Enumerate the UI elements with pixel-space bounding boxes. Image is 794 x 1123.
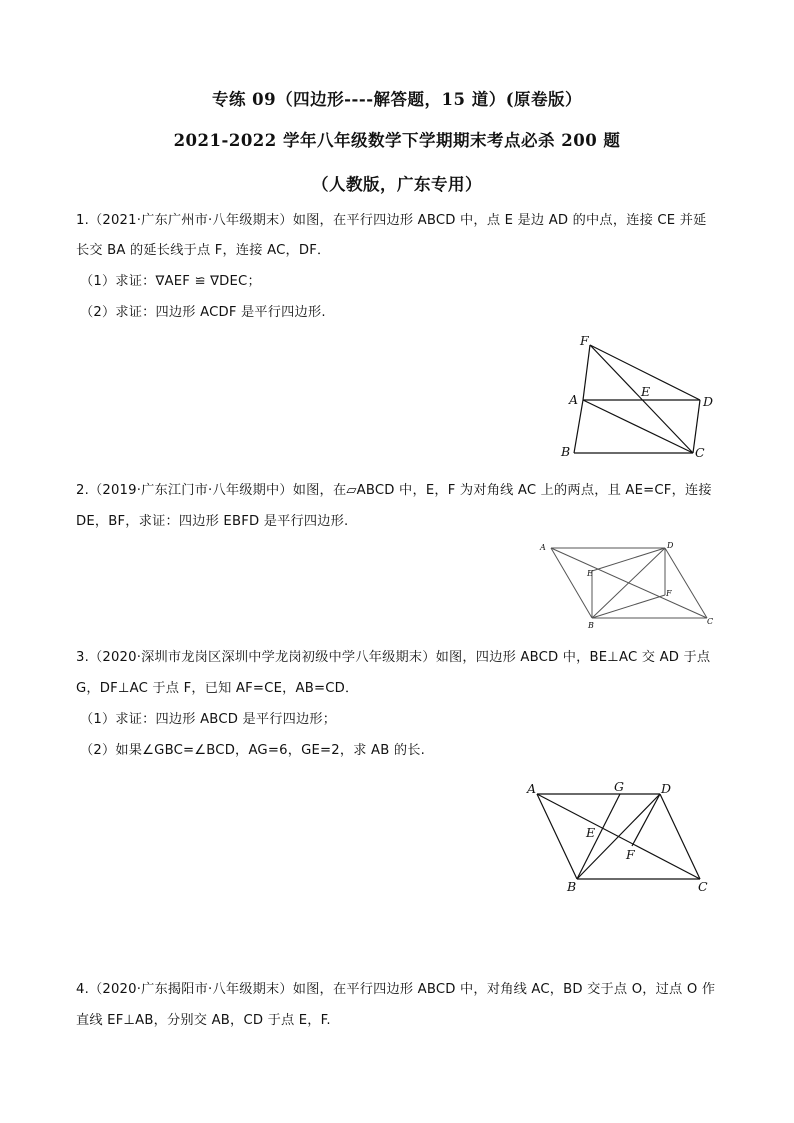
q1-label-A: A [569, 392, 579, 407]
q1-part-1: （1）求证：∇AEF ≌ ∇DEC； [80, 274, 261, 289]
q3-label-D: D [661, 781, 672, 796]
q1-part-2: （2）求证：四边形 ACDF 是平行四边形. [80, 305, 326, 320]
q3-label-E: E [586, 825, 596, 840]
q3-figure [520, 775, 720, 901]
q3-label-A: A [527, 781, 537, 796]
q1-label-C: C [695, 445, 705, 460]
q1-label-F: F [580, 333, 589, 348]
q2-label-C: C [707, 617, 714, 626]
q3-label-C: C [698, 879, 708, 894]
q2-label-D: D [667, 541, 674, 550]
q4-line-2: 直线 EF⊥AB，分别交 AB，CD 于点 E，F. [76, 1013, 331, 1028]
q2-label-E: E [587, 569, 593, 578]
q1-line-2: 长交 BA 的延长线于点 F，连接 AC，DF． [76, 243, 331, 258]
title-line-2: 2021-2022 学年八年级数学下学期期末考点必杀 200 题 [173, 131, 621, 150]
q4-line-1: 4.（2020·广东揭阳市·八年级期末）如图，在平行四边形 ABCD 中，对角线 AC，BD 交于点 O，过点 O 作 [76, 982, 716, 997]
q3-part-2: （2）如果∠GBC=∠BCD，AG=6，GE=2，求 AB 的长. [80, 743, 426, 758]
q1-label-B: B [561, 444, 571, 459]
q3-label-G: G [614, 779, 624, 794]
q3-label-F: F [626, 847, 635, 862]
q2-line-1: 2.（2019·广东江门市·八年级期中）如图，在▱ABCD 中，E，F 为对角线 AC 上的两点，且 AE=CF，连接 [76, 483, 712, 498]
q1-line-1: 1.（2021·广东广州市·八年级期末）如图，在平行四边形 ABCD 中，点 E 是边 AD 的中点，连接 CE 并延 [76, 213, 707, 228]
q1-figure [550, 330, 720, 469]
q3-line-2: G，DF⊥AC 于点 F，已知 AF=CE，AB=CD． [76, 681, 359, 696]
q3-part-1: （1）求证：四边形 ABCD 是平行四边形； [80, 712, 337, 727]
q2-label-F: F [666, 589, 672, 598]
q3-label-B: B [567, 879, 577, 894]
title-line-3: （人教版，广东专用） [312, 175, 482, 194]
q2-label-A: A [540, 543, 546, 552]
q1-label-E: E [641, 384, 651, 399]
q2-label-B: B [588, 621, 594, 630]
q1-label-D: D [703, 394, 714, 409]
q2-line-2: DE，BF，求证：四边形 EBFD 是平行四边形. [76, 514, 349, 529]
q2-figure [535, 538, 720, 634]
title-line-1: 专练 09（四边形----解答题，15 道）(原卷版） [211, 90, 583, 109]
q3-line-1: 3.（2020·深圳市龙岗区深圳中学龙岗初级中学八年级期末）如图，四边形 ABCD 中，BE⊥AC 交 AD 于点 [76, 650, 711, 665]
